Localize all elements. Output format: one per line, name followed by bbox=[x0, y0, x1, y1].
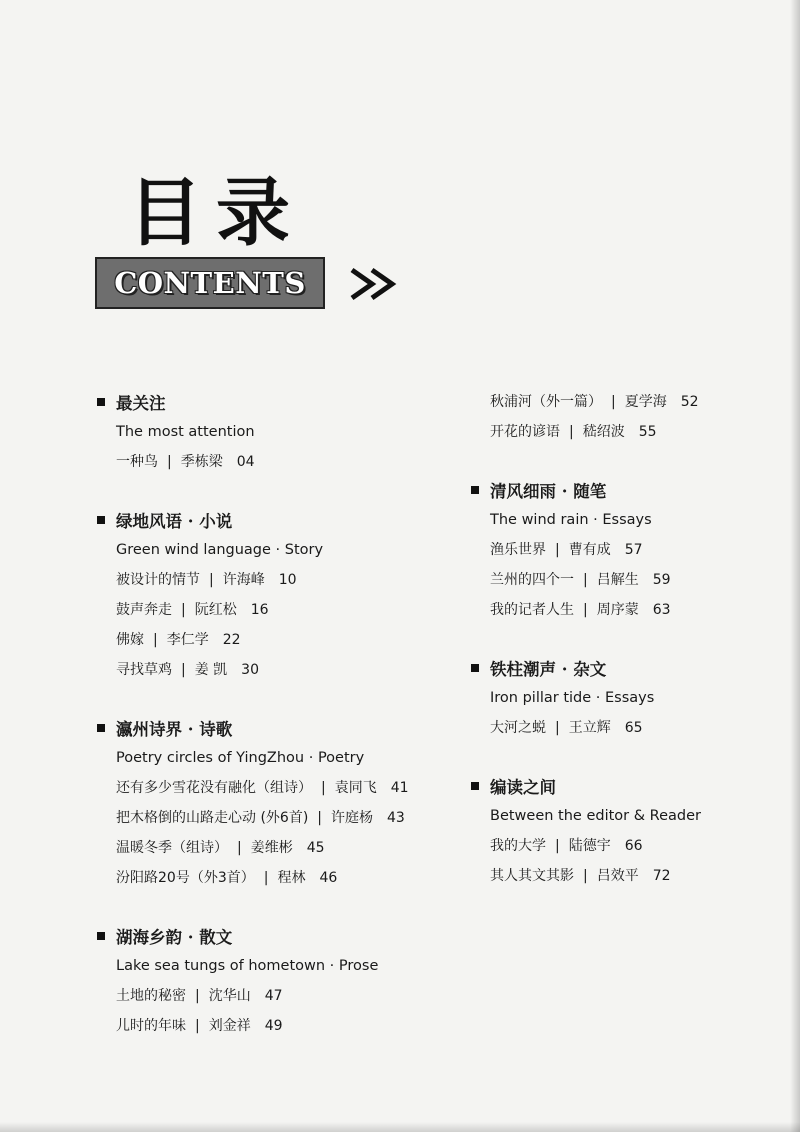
section-heading bbox=[471, 771, 781, 801]
square-bullet-icon bbox=[97, 398, 105, 406]
section-english-title: Poetry circles of YingZhou · Poetry bbox=[116, 750, 365, 766]
square-bullet-icon bbox=[97, 516, 105, 524]
entry-title: 温暖冬季（组诗） bbox=[116, 840, 228, 856]
entry-page: 30 bbox=[241, 662, 259, 678]
separator: | bbox=[195, 1018, 200, 1034]
separator: | bbox=[263, 870, 269, 886]
entry-title: 鼓声奔走 bbox=[116, 602, 172, 618]
toc-section bbox=[97, 387, 457, 477]
entry-page: 49 bbox=[264, 1018, 283, 1034]
section-heading bbox=[97, 713, 457, 743]
toc-entry[interactable] bbox=[471, 535, 781, 565]
entry-title: 被设计的情节 bbox=[116, 572, 200, 588]
entry-author: 姜维彬 bbox=[250, 840, 293, 856]
section-title: 瀛州诗界 · 诗歌 bbox=[116, 720, 233, 739]
page-bottom-shadow bbox=[0, 1122, 800, 1132]
entry-author: 夏学海 bbox=[624, 394, 667, 410]
toc-entry[interactable] bbox=[471, 595, 781, 625]
square-bullet-icon bbox=[471, 486, 479, 494]
section-heading bbox=[471, 475, 781, 505]
toc-entry[interactable] bbox=[97, 1011, 457, 1041]
section-heading bbox=[97, 387, 457, 417]
toc-entry[interactable] bbox=[97, 863, 457, 893]
toc-right-column bbox=[471, 387, 781, 919]
entry-page: 47 bbox=[264, 988, 283, 1004]
section-heading bbox=[97, 921, 457, 951]
square-bullet-icon bbox=[97, 724, 105, 732]
section-english-title: Iron pillar tide · Essays bbox=[490, 690, 655, 706]
toc-entry[interactable] bbox=[97, 773, 457, 803]
section-title: 最关注 bbox=[116, 394, 166, 413]
separator: | bbox=[611, 394, 616, 410]
toc-entry[interactable] bbox=[471, 713, 781, 743]
toc-left-column bbox=[97, 387, 457, 1069]
entry-page: 45 bbox=[306, 840, 325, 856]
separator: | bbox=[209, 572, 214, 588]
entry-author: 吕效平 bbox=[596, 868, 639, 884]
entry-page: 72 bbox=[652, 868, 671, 884]
section-title: 绿地风语 · 小说 bbox=[116, 512, 233, 531]
section-english-title: The most attention bbox=[116, 424, 255, 440]
entry-page: 59 bbox=[652, 572, 671, 588]
toc-entry[interactable] bbox=[471, 387, 781, 417]
entry-author: 姜 凯 bbox=[194, 662, 228, 678]
entry-page: 04 bbox=[236, 454, 255, 470]
section-english-title: The wind rain · Essays bbox=[490, 512, 652, 528]
toc-section bbox=[97, 505, 457, 685]
square-bullet-icon bbox=[97, 932, 105, 940]
entry-author: 周序蒙 bbox=[596, 602, 639, 618]
separator: | bbox=[555, 542, 560, 558]
separator: | bbox=[195, 988, 200, 1004]
separator: | bbox=[569, 424, 574, 440]
section-title: 湖海乡韵 · 散文 bbox=[116, 928, 233, 947]
entry-title: 把木格倒的山路走心动 (外6首) bbox=[116, 810, 309, 826]
toc-continued bbox=[471, 387, 781, 447]
entry-title: 汾阳路20号（外3首） bbox=[116, 870, 255, 886]
toc-entry[interactable] bbox=[97, 655, 457, 685]
entry-page: 65 bbox=[624, 720, 643, 736]
separator: | bbox=[583, 572, 588, 588]
section-title: 铁柱潮声 · 杂文 bbox=[490, 660, 607, 679]
entry-title: 渔乐世界 bbox=[490, 542, 546, 558]
square-bullet-icon bbox=[471, 664, 479, 672]
page-title: 目录 bbox=[128, 170, 304, 256]
entry-page: 22 bbox=[222, 632, 241, 648]
entry-author: 嵇绍波 bbox=[582, 424, 625, 440]
page-edge-shadow bbox=[790, 0, 800, 1132]
separator: | bbox=[555, 838, 560, 854]
entry-author: 程林 bbox=[277, 870, 306, 886]
entry-page: 43 bbox=[387, 810, 405, 826]
square-bullet-icon bbox=[471, 782, 479, 790]
entry-page: 46 bbox=[319, 870, 338, 886]
entry-author: 曹有成 bbox=[568, 542, 611, 558]
section-english-title: Between the editor & Reader bbox=[490, 808, 701, 824]
toc-entry[interactable] bbox=[97, 981, 457, 1011]
separator: | bbox=[167, 454, 172, 470]
entry-author: 阮红松 bbox=[194, 602, 237, 618]
toc-section bbox=[471, 653, 781, 743]
entry-page: 41 bbox=[390, 780, 409, 796]
entry-title: 佛嫁 bbox=[116, 632, 144, 648]
toc-entry[interactable] bbox=[471, 861, 781, 891]
entry-page: 66 bbox=[624, 838, 643, 854]
toc-section bbox=[97, 713, 457, 893]
entry-author: 刘金祥 bbox=[208, 1018, 251, 1034]
entry-author: 吕解生 bbox=[596, 572, 639, 588]
contents-label: CONTENTS bbox=[114, 266, 306, 300]
entry-title: 儿时的年味 bbox=[116, 1018, 186, 1034]
entry-page: 16 bbox=[250, 602, 269, 618]
double-chevron-right-icon bbox=[346, 262, 406, 306]
entry-page: 57 bbox=[624, 542, 643, 558]
entry-author: 陆德宇 bbox=[568, 838, 611, 854]
entry-page: 63 bbox=[652, 602, 671, 618]
separator: | bbox=[237, 840, 242, 856]
entry-page: 10 bbox=[278, 572, 297, 588]
section-english-title: Lake sea tungs of hometown · Prose bbox=[116, 958, 379, 974]
entry-title: 还有多少雪花没有融化（组诗） bbox=[116, 780, 312, 796]
toc-entry[interactable] bbox=[471, 831, 781, 861]
toc-entry[interactable] bbox=[471, 417, 781, 447]
toc-entry[interactable] bbox=[471, 565, 781, 595]
entry-title: 大河之蜕 bbox=[490, 720, 546, 736]
entry-author: 许庭杨 bbox=[331, 810, 373, 826]
separator: | bbox=[321, 780, 326, 796]
separator: | bbox=[317, 810, 322, 826]
entry-title: 我的大学 bbox=[490, 838, 546, 854]
separator: | bbox=[153, 632, 158, 648]
entry-title: 兰州的四个一 bbox=[490, 572, 574, 588]
toc-section bbox=[471, 771, 781, 891]
entry-title: 其人其文其影 bbox=[490, 868, 574, 884]
separator: | bbox=[181, 602, 186, 618]
entry-author: 李仁学 bbox=[166, 632, 209, 648]
entry-author: 袁同飞 bbox=[334, 780, 377, 796]
entry-page: 52 bbox=[680, 394, 699, 410]
entry-title: 我的记者人生 bbox=[490, 602, 574, 618]
toc-entry[interactable] bbox=[97, 595, 457, 625]
entry-author: 许海峰 bbox=[222, 572, 265, 588]
toc-entry[interactable] bbox=[97, 565, 457, 595]
section-heading bbox=[97, 505, 457, 535]
separator: | bbox=[555, 720, 560, 736]
toc-section bbox=[471, 475, 781, 625]
entry-title: 寻找草鸡 bbox=[116, 662, 172, 678]
entry-title: 一种鸟 bbox=[116, 454, 158, 470]
toc-entry[interactable] bbox=[97, 625, 457, 655]
toc-entry[interactable] bbox=[97, 803, 457, 833]
toc-entry[interactable] bbox=[97, 447, 457, 477]
entry-author: 沈华山 bbox=[208, 988, 251, 1004]
separator: | bbox=[583, 868, 588, 884]
section-title: 编读之间 bbox=[490, 778, 556, 797]
section-title: 清风细雨 · 随笔 bbox=[490, 482, 607, 501]
toc-entry[interactable] bbox=[97, 833, 457, 863]
entry-title: 秋浦河（外一篇） bbox=[490, 394, 602, 410]
toc-section bbox=[97, 921, 457, 1041]
entry-author: 季栋梁 bbox=[180, 454, 223, 470]
entry-title: 土地的秘密 bbox=[116, 988, 186, 1004]
entry-author: 王立辉 bbox=[568, 720, 611, 736]
contents-banner bbox=[95, 257, 325, 309]
section-english-title: Green wind language · Story bbox=[116, 542, 324, 558]
section-heading bbox=[471, 653, 781, 683]
separator: | bbox=[583, 602, 588, 618]
separator: | bbox=[181, 662, 186, 678]
entry-page: 55 bbox=[638, 424, 657, 440]
entry-title: 开花的谚语 bbox=[490, 424, 560, 440]
